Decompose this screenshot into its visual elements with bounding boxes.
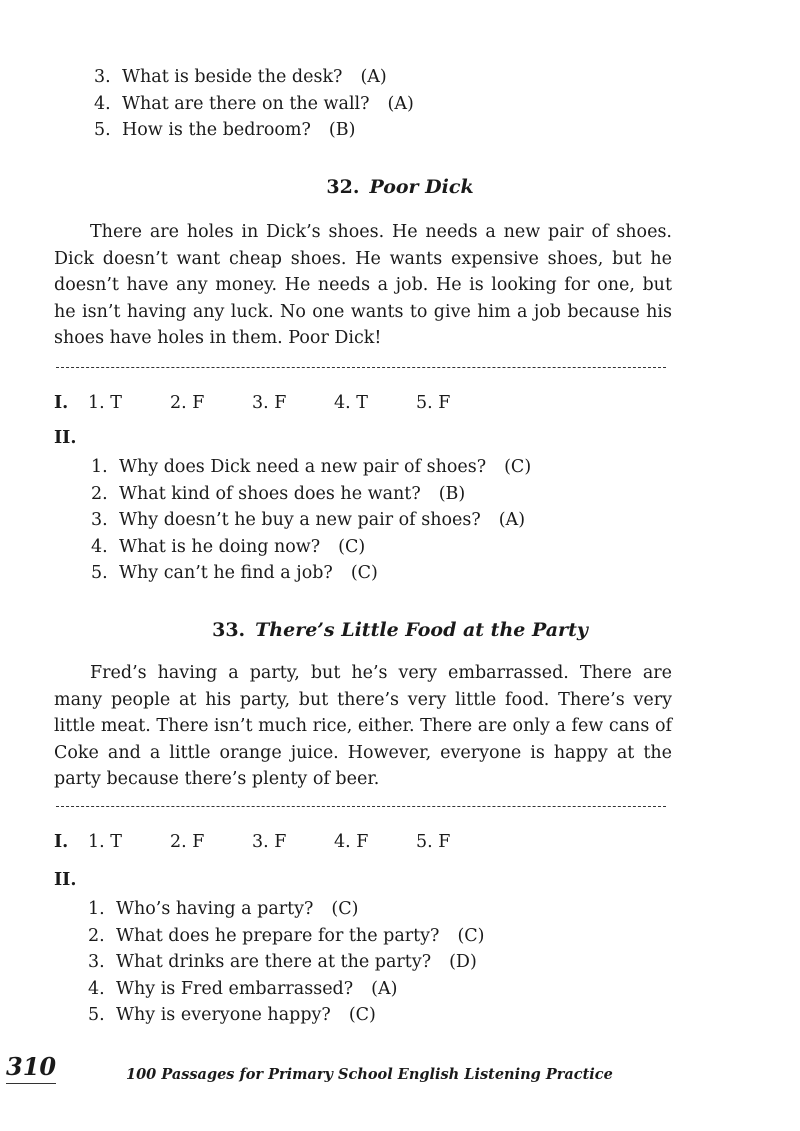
passage-33-part1-answers: I. 1. T 2. F 3. F 4. F 5. F bbox=[54, 832, 451, 852]
question-item: 3. Why doesn’t he buy a new pair of shoes? (A) bbox=[91, 510, 526, 530]
divider bbox=[56, 367, 666, 368]
question-item: 1. Who’s having a party? (C) bbox=[88, 899, 359, 919]
question-item: 3. What drinks are there at the party? (D) bbox=[88, 952, 477, 972]
passage-32-part2-label: II. bbox=[54, 428, 77, 448]
divider bbox=[56, 806, 666, 807]
question-item: 5. How is the bedroom? (B) bbox=[94, 120, 356, 140]
passage-32-text: There are holes in Dick’s shoes. He needs a new pair of shoes. Dick doesn’t want cheap shoes. He wants expensive shoes, but he doesn’t have any money. He needs a job. He is looking for one, but he isn’t having any luck. No one wants to give him a job because his shoes have holes in them. Poor Dick! bbox=[54, 222, 672, 348]
passage-33-question-list bbox=[88, 896, 484, 1029]
question-item: 1. Why does Dick need a new pair of shoes? (C) bbox=[91, 457, 532, 477]
question-item: 4. What is he doing now? (C) bbox=[91, 536, 366, 557]
passage-32-title: 32. Poor Dick bbox=[326, 176, 474, 198]
passage-32-part1-answers: I. 1. T 2. F 3. F 4. T 5. F bbox=[54, 393, 451, 413]
passage-33-text: Fred’s having a party, but he’s very embarrassed. There are many people at his party, but there’s very little food. There’s very little meat. There isn’t much rice, either. There are only a few cans of Coke and a little orange juice. However, everyone is happy at the party because there’s plenty of beer. bbox=[54, 663, 672, 789]
top-question-list bbox=[94, 64, 414, 144]
passage-33-title: 33. There’s Little Food at the Party bbox=[212, 619, 588, 641]
page-number: 310 bbox=[6, 1052, 56, 1084]
running-footer-title: 100 Passages for Primary School English Listening Practice bbox=[126, 1066, 613, 1083]
question-item: 3. What is beside the desk? (A) bbox=[94, 67, 387, 87]
question-item: 4. Why is Fred embarrassed? (A) bbox=[88, 978, 398, 999]
passage-32-question-list bbox=[91, 454, 531, 587]
question-item: 2. What does he prepare for the party? (C) bbox=[88, 925, 485, 946]
question-item: 5. Why is everyone happy? (C) bbox=[88, 1005, 376, 1025]
question-item: 2. What kind of shoes does he want? (B) bbox=[91, 483, 466, 504]
question-item: 5. Why can’t he find a job? (C) bbox=[91, 563, 378, 583]
passage-33-part2-label: II. bbox=[54, 870, 77, 890]
question-item: 4. What are there on the wall? (A) bbox=[94, 93, 414, 114]
